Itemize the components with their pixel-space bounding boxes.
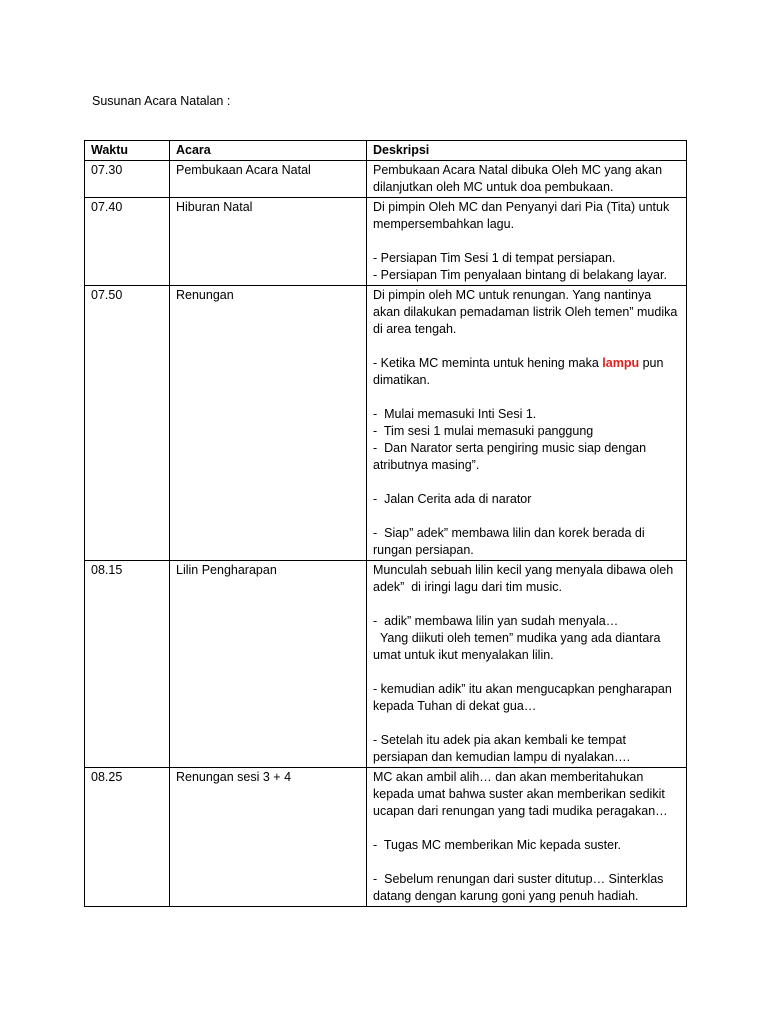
description-paragraph (373, 199, 680, 233)
description-paragraph (373, 406, 680, 474)
event-cell: Hiburan Natal (170, 198, 367, 286)
description-line: Yang diikuti oleh temen” mudika yang ada diantara umat untuk ikut menyalakan lilin. (373, 631, 664, 662)
description-line: - kemudian adik” itu akan mengucapkan pengharapan kepada Tuhan di dekat gua… (373, 682, 676, 713)
description-paragraph (373, 525, 680, 559)
table-row (85, 286, 687, 561)
description-paragraph (373, 613, 680, 664)
description-line: - Tim sesi 1 mulai memasuki panggung (373, 424, 594, 438)
description-paragraph (373, 287, 680, 338)
description-line: - Dan Narator serta pengiring music siap dengan atributnya masing”. (373, 441, 650, 472)
event-cell: Renungan sesi 3 + 4 (170, 768, 367, 907)
time-cell: 08.15 (85, 561, 170, 768)
description-paragraph (373, 491, 680, 508)
time-cell: 07.50 (85, 286, 170, 561)
table-row (85, 198, 687, 286)
description-line: - Persiapan Tim penyalaan bintang di belakang layar. (373, 268, 667, 282)
table-header-row (85, 141, 687, 161)
header-time: Waktu (85, 141, 170, 161)
description-cell (367, 561, 687, 768)
description-text: pun dimatikan. (373, 356, 664, 387)
table-row (85, 768, 687, 907)
description-line: - Sebelum renungan dari suster ditutup… Sinterklas datang dengan karung goni yang penuh hadiah. (373, 872, 667, 903)
description-paragraph (373, 355, 680, 389)
event-cell: Renungan (170, 286, 367, 561)
page-title: Susunan Acara Natalan : (92, 94, 231, 108)
description-line: Di pimpin Oleh MC dan Penyanyi dari Pia (Tita) untuk mempersembahkan lagu. (373, 200, 673, 231)
time-cell: 08.25 (85, 768, 170, 907)
description-paragraph (373, 871, 680, 905)
description-line: - adik” membawa lilin yan sudah menyala… (373, 614, 619, 628)
table-row (85, 561, 687, 768)
event-cell: Pembukaan Acara Natal (170, 161, 367, 198)
description-paragraph (373, 162, 680, 196)
description-line: Di pimpin oleh MC untuk renungan. Yang nantinya akan dilakukan pemadaman listrik Oleh temen” mudika di area tengah. (373, 288, 681, 336)
header-event: Acara (170, 141, 367, 161)
time-cell: 07.40 (85, 198, 170, 286)
description-text: - Ketika MC meminta untuk hening maka (373, 356, 603, 370)
description-line: - Persiapan Tim Sesi 1 di tempat persiapan. (373, 251, 616, 265)
description-paragraph (373, 732, 680, 766)
description-cell (367, 768, 687, 907)
description-cell (367, 161, 687, 198)
event-cell: Lilin Pengharapan (170, 561, 367, 768)
description-paragraph (373, 837, 680, 854)
description-paragraph (373, 250, 680, 284)
description-line: Pembukaan Acara Natal dibuka Oleh MC yang akan dilanjutkan oleh MC untuk doa pembukaan. (373, 163, 666, 194)
description-line: MC akan ambil alih… dan akan memberitahukan kepada umat bahwa suster akan memberikan sedikit ucapan dari renungan yang tadi mudika peragakan… (373, 770, 669, 818)
table-body (85, 161, 687, 907)
description-line: - Tugas MC memberikan Mic kepada suster. (373, 838, 622, 852)
description-cell (367, 198, 687, 286)
description-paragraph (373, 562, 680, 596)
description-line: Munculah sebuah lilin kecil yang menyala dibawa oleh adek” di iringi lagu dari tim music. (373, 563, 677, 594)
description-line: - Jalan Cerita ada di narator (373, 492, 532, 506)
table-row (85, 161, 687, 198)
description-line: - Mulai memasuki Inti Sesi 1. (373, 407, 537, 421)
time-cell: 07.30 (85, 161, 170, 198)
description-line: - Siap” adek” membawa lilin dan korek berada di rungan persiapan. (373, 526, 649, 557)
header-description: Deskripsi (367, 141, 687, 161)
highlighted-word: lampu (602, 356, 640, 370)
description-line: - Setelah itu adek pia akan kembali ke tempat persiapan dan kemudian lampu di nyalakan…. (373, 733, 631, 764)
description-paragraph (373, 681, 680, 715)
description-cell (367, 286, 687, 561)
schedule-table (84, 140, 687, 907)
description-paragraph (373, 769, 680, 820)
